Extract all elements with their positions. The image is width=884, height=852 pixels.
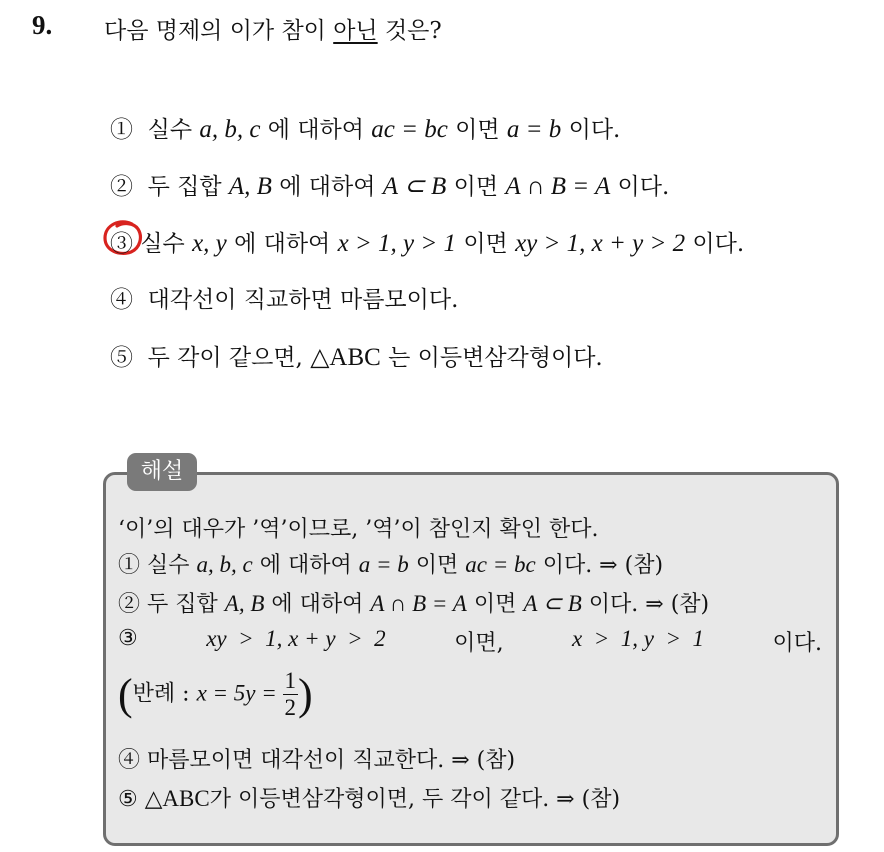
question-text: 다음 명제의 이가 참이 아닌 것은? — [104, 18, 442, 44]
solution-line-2: ② 두 집합 A, B 에 대하여 A ∩ B = A 이면 A ⊂ B 이다. ⇒ (참) — [118, 591, 710, 617]
solution-intro: ‘이’의 대우가 ’역’이므로, ’역’이 참인지 확인 한다. — [118, 517, 599, 542]
solution-line-1: ① 실수 a, b, c 에 대하여 a = b 이면 ac = bc 이다. ⇒ (참) — [118, 552, 664, 578]
underlined-word: 아닌 — [333, 18, 378, 44]
solution-line-5: ⑤ △ABC가 이등변삼각형이면, 두 각이 같다. ⇒ (참) — [118, 786, 621, 812]
solution-line-4: ④ 마름모이면 대각선이 직교한다. ⇒ (참) — [118, 748, 516, 773]
option-4[interactable]: ④ 대각선이 직교하면 마름모이다. — [110, 287, 459, 313]
fraction: $\frac{1}{2}$ — [284, 668, 297, 720]
option-1[interactable]: ① 실수 a, b, c 에 대하여 ac = bc 이면 a = b 이다. — [110, 116, 621, 143]
counterexample: (반례 : x = 5y = $\frac{1}{2}$ ) — [118, 668, 313, 720]
question-number: 9. — [32, 10, 53, 40]
option-5[interactable]: ⑤ 두 각이 같으면, △ABC 는 이등변삼각형이다. — [110, 344, 603, 371]
solution-line-3: ③ xy > 1, x + y > 2 이면, x > 1, y > 1 이다. — [118, 626, 822, 656]
solution-tag: 해설 — [127, 453, 197, 491]
option-3[interactable]: ③ 실수 x, y 에 대하여 x > 1, y > 1 이면 xy > 1, x + y > 2 이다. — [110, 230, 745, 257]
option-2[interactable]: ② 두 집합 A, B 에 대하여 A ⊂ B 이면 A ∩ B = A 이다. — [110, 173, 670, 200]
